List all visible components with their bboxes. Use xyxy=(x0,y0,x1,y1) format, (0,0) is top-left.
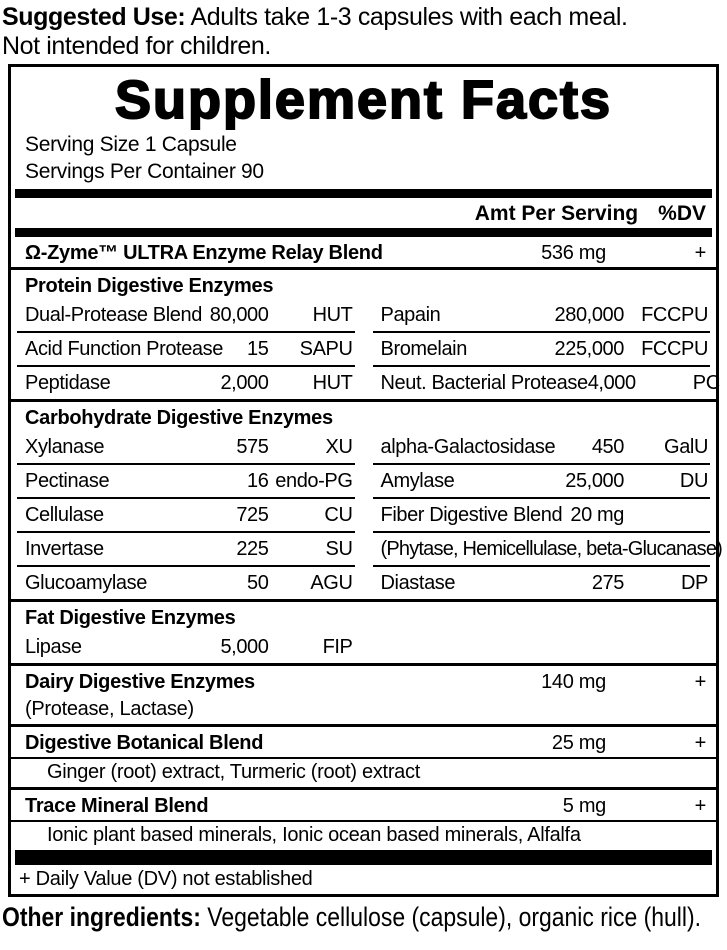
ingredient-name: Fiber Digestive Blend xyxy=(380,504,563,526)
ingredient-name: Invertase xyxy=(25,538,104,560)
table-row xyxy=(17,367,720,399)
cell-left xyxy=(17,499,355,533)
blend-components: Ginger (root) extract, Turmeric (root) extract xyxy=(47,761,420,783)
table-row xyxy=(17,465,710,499)
blend-components: (Protease, Lactase) xyxy=(25,698,194,720)
ingredient-value: 725 xyxy=(236,504,269,526)
blend-name: Dairy Digestive Enzymes xyxy=(25,671,255,693)
suggested-use-text: Adults take 1-3 capsules with each meal. xyxy=(185,3,628,31)
ingredient-name: Dual-Protease Blend xyxy=(25,304,202,326)
table-row xyxy=(17,299,710,333)
blend-components: Ionic plant based minerals, Ionic ocean based minerals, Alfalfa xyxy=(47,824,581,846)
column-headers xyxy=(17,198,710,228)
serving-info xyxy=(17,129,710,189)
ingredient-unit: HUT xyxy=(312,304,353,326)
ingredient-name: Cellulase xyxy=(25,504,104,526)
ingredient-value: 15 xyxy=(247,338,269,360)
blend-amount: 536 mg xyxy=(541,242,606,264)
cell-right xyxy=(373,465,711,499)
ingredient-name: Xylanase xyxy=(25,436,105,458)
other-ingredients-line xyxy=(2,902,701,932)
servings-per-container: Servings Per Container 90 xyxy=(25,160,264,183)
ingredient-value: 225,000 xyxy=(554,338,624,360)
table-row xyxy=(17,499,710,533)
ingredient-value: 25,000 xyxy=(565,470,624,492)
cell-left xyxy=(17,333,355,367)
ingredient-unit: endo-PG xyxy=(275,470,353,492)
cell-right-empty xyxy=(373,631,711,663)
ingredient-name: (Phytase, Hemicellulase, beta-Glucanase) xyxy=(380,538,723,560)
ingredient-value: 5,000 xyxy=(220,636,269,658)
summary-row-botanical xyxy=(17,727,710,757)
daily-value-footnote: + Daily Value (DV) not established xyxy=(19,868,313,890)
ingredient-value: 16 xyxy=(247,470,269,492)
cell-left xyxy=(17,567,355,599)
ingredient-value: 280,000 xyxy=(554,304,624,326)
amt-per-serving-header: Amt Per Serving xyxy=(474,202,639,225)
cell-right xyxy=(373,567,711,599)
divider-bar-top xyxy=(15,189,712,198)
ingredient-value: 80,000 xyxy=(209,304,269,326)
ingredient-value: 4,000 xyxy=(587,372,636,394)
summary-row-dairy xyxy=(17,666,710,696)
ingredient-unit: FCCPU xyxy=(641,304,708,326)
blend-amount: 5 mg xyxy=(562,795,606,817)
ingredient-unit: XU xyxy=(325,436,353,458)
ingredient-name: Lipase xyxy=(25,636,82,658)
table-row xyxy=(17,533,723,567)
section-header-fat: Fat Digestive Enzymes xyxy=(25,607,236,629)
cell-left xyxy=(17,465,355,499)
cell-left xyxy=(17,299,355,333)
suggested-use xyxy=(0,0,727,61)
divider-bar-header xyxy=(15,228,712,237)
blend-dv: + xyxy=(694,242,706,264)
suggested-use-label: Suggested Use: xyxy=(2,3,186,31)
ingredient-name: Peptidase xyxy=(25,372,111,394)
blend-amount: 140 mg xyxy=(541,671,606,693)
panel-title: Supplement Facts xyxy=(114,70,613,130)
ingredient-value: 50 xyxy=(247,572,269,594)
blend-name: Ω-Zyme™ ULTRA Enzyme Relay Blend xyxy=(25,242,383,264)
cell-right xyxy=(373,299,711,333)
ingredient-unit: FIP xyxy=(322,636,353,658)
divider-bar-bottom xyxy=(15,850,712,865)
ingredient-unit: FCCPU xyxy=(641,338,708,360)
ingredient-value: 575 xyxy=(236,436,269,458)
suggested-use-line1 xyxy=(2,3,725,32)
ingredient-name: Bromelain xyxy=(380,338,467,360)
ingredient-unit: PC xyxy=(692,372,720,394)
supplement-facts-panel xyxy=(8,64,723,897)
ingredient-unit: AGU xyxy=(310,572,353,594)
ingredient-value: 450 xyxy=(591,436,624,458)
ingredient-value: 20 mg xyxy=(570,504,624,526)
cell-right xyxy=(373,499,711,533)
blend-name: Digestive Botanical Blend xyxy=(25,732,264,754)
cell-left xyxy=(17,533,355,567)
cell-left xyxy=(17,631,355,663)
ingredient-unit: SU xyxy=(325,538,353,560)
serving-size: Serving Size 1 Capsule xyxy=(25,133,237,156)
cell-right xyxy=(373,333,711,367)
ingredient-unit: HUT xyxy=(312,372,353,394)
ingredient-name: Pectinase xyxy=(25,470,110,492)
ingredient-name: Glucoamylase xyxy=(25,572,147,594)
section-header-carbohydrate: Carbohydrate Digestive Enzymes xyxy=(25,407,333,429)
cell-left xyxy=(17,367,355,399)
ingredient-value: 225 xyxy=(236,538,269,560)
blend-amount: 25 mg xyxy=(551,732,606,754)
ingredient-unit: DP xyxy=(681,572,708,594)
table-row xyxy=(17,333,710,367)
blend-dv: + xyxy=(694,795,706,817)
blend-dv: + xyxy=(694,671,706,693)
other-ingredients xyxy=(0,897,727,932)
ingredient-name: Papain xyxy=(380,304,441,326)
summary-row-trace-mineral xyxy=(17,790,710,820)
cell-right xyxy=(373,533,723,567)
enzyme-blend-row xyxy=(17,237,710,267)
blend-dv: + xyxy=(694,732,706,754)
ingredient-name: Neut. Bacterial Protease xyxy=(380,372,588,394)
ingredient-name: Amylase xyxy=(380,470,455,492)
blend-name: Trace Mineral Blend xyxy=(25,795,209,817)
suggested-use-line2: Not intended for children. xyxy=(2,32,271,60)
ingredient-unit: CU xyxy=(324,504,353,526)
ingredient-name: Acid Function Protease xyxy=(25,338,223,360)
cell-right xyxy=(373,431,711,465)
ingredient-value: 2,000 xyxy=(220,372,269,394)
table-row xyxy=(17,431,710,465)
other-ingredients-text: Vegetable cellulose (capsule), organic rice (hull). xyxy=(200,902,701,932)
dv-header: %DV xyxy=(658,202,706,225)
table-row xyxy=(17,631,710,663)
ingredient-name: Diastase xyxy=(380,572,456,594)
ingredient-unit: DU xyxy=(679,470,708,492)
ingredient-unit: SAPU xyxy=(299,338,353,360)
other-ingredients-label: Other ingredients: xyxy=(2,902,201,932)
ingredient-name: alpha-Galactosidase xyxy=(380,436,556,458)
ingredient-value: 275 xyxy=(591,572,624,594)
ingredient-unit: GalU xyxy=(664,436,708,458)
cell-right xyxy=(373,367,720,399)
cell-left xyxy=(17,431,355,465)
table-row xyxy=(17,567,710,599)
section-header-protein: Protein Digestive Enzymes xyxy=(25,275,274,297)
